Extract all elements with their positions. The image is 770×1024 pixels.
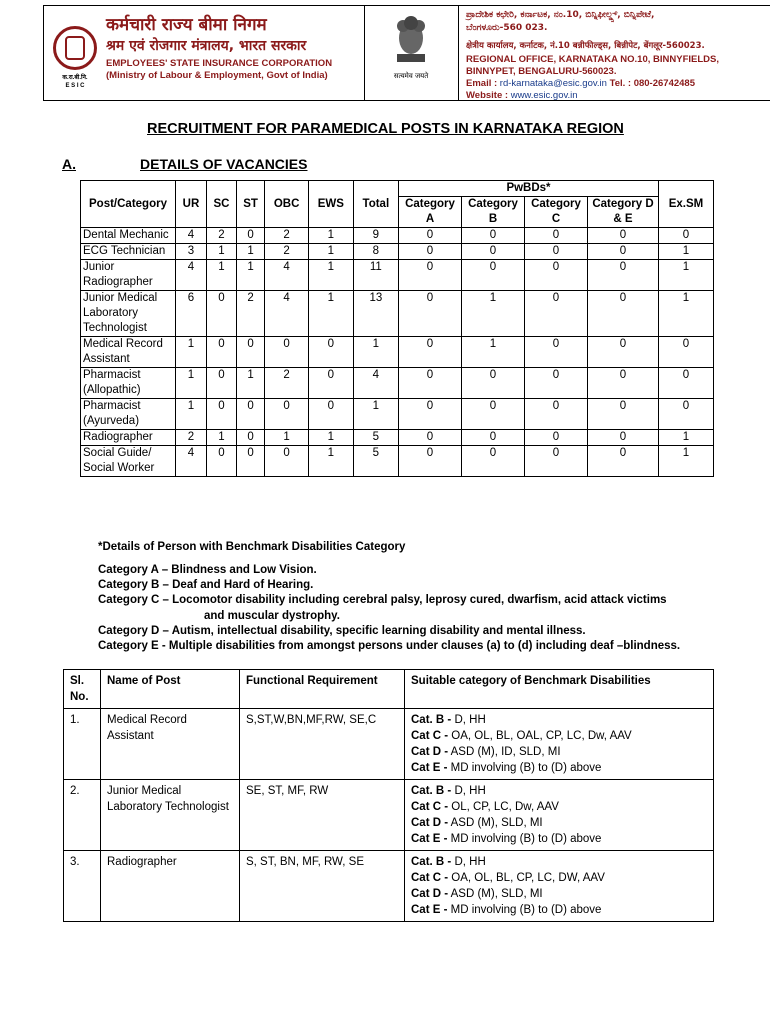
table-cell: 2 xyxy=(265,368,309,399)
table-row xyxy=(81,399,714,430)
table-cell: 3 xyxy=(176,244,207,260)
table-cell-sl: 2. xyxy=(64,780,101,851)
letterhead-address xyxy=(458,6,770,100)
kannada-address-1: ಪ್ರಾದೇಶಿಕ ಕಛೇರಿ, ಕರ್ನಾಟಕ, ನಂ.10, ಬಿನ್ನಿಫೀಲ್ಡ್ಸ್, ಬಿನ್ನಿಪೇಟೆ, xyxy=(466,10,655,20)
category-label: Cat C - xyxy=(411,730,449,742)
category-codes: D, HH xyxy=(454,856,486,868)
category-codes: ASD (M), SLD, MI xyxy=(450,817,543,829)
table-cell-func: S, ST, BN, MF, RW, SE xyxy=(240,851,405,922)
table-cell: 0 xyxy=(588,291,659,337)
table-cell: 1 xyxy=(237,244,265,260)
category-line xyxy=(411,760,707,776)
category-codes: ASD (M), ID, SLD, MI xyxy=(450,746,561,758)
table-cell: 13 xyxy=(353,291,398,337)
category-label: Cat. B - xyxy=(411,714,452,726)
kannada-address-2: ಬೆಂಗಳೂರು-560 023. xyxy=(466,23,548,33)
category-label: Cat C - xyxy=(411,801,449,813)
vacancy-table xyxy=(80,180,714,477)
category-line xyxy=(411,783,707,799)
table-cell: 0 xyxy=(206,337,236,368)
website-line: Website : www.esic.gov.in xyxy=(466,90,578,101)
table-cell: 0 xyxy=(588,244,659,260)
post-name: Radiographer xyxy=(81,430,176,446)
table-row xyxy=(81,291,714,337)
table-cell: 1 xyxy=(176,337,207,368)
table-cell: 1 xyxy=(206,244,236,260)
table-cell: 0 xyxy=(309,368,354,399)
logo-caption: क.रा.बी.नि. E S I C xyxy=(62,75,88,89)
table-cell: 0 xyxy=(399,446,462,477)
post-name: Pharmacist (Ayurveda) xyxy=(81,399,176,430)
table-cell: 0 xyxy=(659,337,714,368)
post-name: Dental Mechanic xyxy=(81,228,176,244)
table-cell: 0 xyxy=(525,337,588,368)
col-obc: OBC xyxy=(265,181,309,228)
col-total: Total xyxy=(353,181,398,228)
table-row xyxy=(81,244,714,260)
category-label: Cat E - xyxy=(411,904,448,916)
table-cell: 4 xyxy=(353,368,398,399)
col-functional-requirement: Functional Requirement xyxy=(240,670,405,709)
table-cell: 0 xyxy=(659,399,714,430)
post-name: Junior Medical Laboratory Technologist xyxy=(81,291,176,337)
suitability-table xyxy=(63,669,714,922)
table-cell: 0 xyxy=(462,228,525,244)
table-cell: 1 xyxy=(176,399,207,430)
table-cell: 0 xyxy=(525,368,588,399)
table-cell-func: SE, ST, MF, RW xyxy=(240,780,405,851)
table-cell: 1 xyxy=(659,244,714,260)
post-name: ECG Technician xyxy=(81,244,176,260)
col-cat-b: Category B xyxy=(462,197,525,228)
category-line xyxy=(411,870,707,886)
table-cell: 0 xyxy=(462,446,525,477)
letterhead-left xyxy=(44,6,365,100)
table-cell: 0 xyxy=(309,399,354,430)
hindi-address: क्षेत्रीय कार्यालय, कर्नाटक, नं.10 बन्नीफील्ड्स, बिन्नीपेट, बेंगलूर-560023. xyxy=(466,41,705,51)
table-cell: 0 xyxy=(588,446,659,477)
post-name: Medical Record Assistant xyxy=(81,337,176,368)
category-line xyxy=(411,886,707,902)
table-cell: 1 xyxy=(206,260,236,291)
table-cell: 0 xyxy=(237,430,265,446)
category-codes: D, HH xyxy=(454,714,486,726)
note-cat-e: Category E - Multiple disabilities from amongst persons under clauses (a) to (d) including deaf –blindness. xyxy=(98,640,681,652)
table-row xyxy=(81,446,714,477)
col-post: Post/Category xyxy=(81,181,176,228)
note-cat-b: Category B – Deaf and Hard of Hearing. xyxy=(98,579,314,591)
table-cell: 0 xyxy=(525,260,588,291)
table-cell: 4 xyxy=(176,446,207,477)
table-cell: 1 xyxy=(309,228,354,244)
table-cell: 0 xyxy=(588,228,659,244)
table-cell: 0 xyxy=(206,368,236,399)
table-cell: 1 xyxy=(309,260,354,291)
col-pwbd: PwBDs* xyxy=(399,181,659,197)
table-cell: 0 xyxy=(588,337,659,368)
table-cell: 0 xyxy=(399,368,462,399)
table-cell: 1 xyxy=(237,260,265,291)
table-cell: 1 xyxy=(659,430,714,446)
table-cell: 1 xyxy=(353,337,398,368)
category-codes: MD involving (B) to (D) above xyxy=(450,833,602,845)
table-cell: 1 xyxy=(353,399,398,430)
category-label: Cat D - xyxy=(411,746,449,758)
table-cell: 0 xyxy=(525,228,588,244)
table-row xyxy=(64,780,714,851)
table-cell: 0 xyxy=(309,337,354,368)
page-title: RECRUITMENT FOR PARAMEDICAL POSTS IN KARNATAKA REGION xyxy=(147,121,624,137)
table-cell: 0 xyxy=(462,244,525,260)
letterhead xyxy=(43,5,770,101)
table-cell-post: Radiographer xyxy=(101,851,240,922)
table-cell-categories xyxy=(405,709,714,780)
table-cell: 2 xyxy=(206,228,236,244)
table-row xyxy=(81,260,714,291)
category-codes: D, HH xyxy=(454,785,486,797)
table-cell-categories xyxy=(405,851,714,922)
table-cell: 0 xyxy=(265,337,309,368)
table-row xyxy=(64,709,714,780)
category-line xyxy=(411,902,707,918)
table-cell: 0 xyxy=(462,260,525,291)
category-line xyxy=(411,744,707,760)
section-letter: A. xyxy=(62,156,76,172)
english-ministry: (Ministry of Labour & Employment, Govt of India) xyxy=(106,70,328,81)
table-cell: 0 xyxy=(399,260,462,291)
table-row xyxy=(64,851,714,922)
table-cell: 0 xyxy=(206,399,236,430)
table-cell: 0 xyxy=(462,368,525,399)
table-cell: 0 xyxy=(525,446,588,477)
category-codes: ASD (M), SLD, MI xyxy=(450,888,543,900)
table-cell: 0 xyxy=(525,291,588,337)
table-cell: 0 xyxy=(525,244,588,260)
table-cell: 0 xyxy=(659,228,714,244)
category-label: Cat C - xyxy=(411,872,449,884)
table-row xyxy=(81,337,714,368)
table-cell: 0 xyxy=(265,446,309,477)
table-cell: 1 xyxy=(309,446,354,477)
section-title: DETAILS OF VACANCIES xyxy=(140,156,308,172)
emblem-caption: सत्यमेव जयते xyxy=(393,72,429,80)
table-row xyxy=(81,430,714,446)
address-line-1: REGIONAL OFFICE, KARNATAKA NO.10, BINNYFIELDS, xyxy=(466,54,719,65)
table-cell-sl: 3. xyxy=(64,851,101,922)
category-line xyxy=(411,815,707,831)
col-exsm: Ex.SM xyxy=(659,181,714,228)
col-st: ST xyxy=(237,181,265,228)
post-name: Social Guide/ Social Worker xyxy=(81,446,176,477)
website-link[interactable]: www.esic.gov.in xyxy=(510,90,578,101)
table-cell: 0 xyxy=(462,399,525,430)
table-cell: 0 xyxy=(399,291,462,337)
col-cat-de: Category D & E xyxy=(588,197,659,228)
national-emblem-icon xyxy=(393,14,429,68)
col-sc: SC xyxy=(206,181,236,228)
post-name: Pharmacist (Allopathic) xyxy=(81,368,176,399)
category-line xyxy=(411,728,707,744)
post-name: Junior Radiographer xyxy=(81,260,176,291)
hindi-ministry: श्रम एवं रोजगार मंत्रालय, भारत सरकार xyxy=(106,38,307,54)
table-cell: 5 xyxy=(353,430,398,446)
table-row xyxy=(81,368,714,399)
table-cell: 1 xyxy=(659,260,714,291)
note-cat-a: Category A – Blindness and Low Vision. xyxy=(98,564,317,576)
category-label: Cat E - xyxy=(411,762,448,774)
table-cell: 0 xyxy=(462,430,525,446)
category-line xyxy=(411,831,707,847)
table-cell: 0 xyxy=(588,399,659,430)
table-cell: 6 xyxy=(176,291,207,337)
category-label: Cat. B - xyxy=(411,856,452,868)
col-sl: Sl. No. xyxy=(64,670,101,709)
category-line xyxy=(411,712,707,728)
table-cell: 5 xyxy=(353,446,398,477)
table-cell: 1 xyxy=(309,244,354,260)
note-cat-c: Category C – Locomotor disability including cerebral palsy, leprosy cured, dwarfism, acid attack victims xyxy=(98,594,667,606)
col-cat-c: Category C xyxy=(525,197,588,228)
table-cell: 0 xyxy=(588,430,659,446)
table-cell: 2 xyxy=(176,430,207,446)
category-codes: OA, OL, BL, OAL, CP, LC, Dw, AAV xyxy=(451,730,632,742)
col-ews: EWS xyxy=(309,181,354,228)
category-codes: MD involving (B) to (D) above xyxy=(450,904,602,916)
table-cell: 8 xyxy=(353,244,398,260)
table-cell-sl: 1. xyxy=(64,709,101,780)
hindi-org-name: कर्मचारी राज्य बीमा निगम xyxy=(106,15,267,35)
note-cat-d: Category D – Autism, intellectual disability, specific learning disability and mental illness. xyxy=(98,625,586,637)
table-cell: 11 xyxy=(353,260,398,291)
table-cell: 1 xyxy=(309,291,354,337)
table-cell: 0 xyxy=(237,337,265,368)
category-codes: OL, CP, LC, Dw, AAV xyxy=(451,801,559,813)
category-label: Cat E - xyxy=(411,833,448,845)
col-suitable-category: Suitable category of Benchmark Disabilities xyxy=(405,670,714,709)
table-row xyxy=(81,228,714,244)
table-cell: 1 xyxy=(659,291,714,337)
table-cell: 1 xyxy=(462,291,525,337)
table-cell: 2 xyxy=(237,291,265,337)
table-cell: 9 xyxy=(353,228,398,244)
table-cell: 1 xyxy=(265,430,309,446)
table-cell: 0 xyxy=(399,337,462,368)
table-cell: 1 xyxy=(309,430,354,446)
category-codes: MD involving (B) to (D) above xyxy=(450,762,602,774)
table-cell: 0 xyxy=(399,228,462,244)
table-cell: 0 xyxy=(206,291,236,337)
category-line xyxy=(411,854,707,870)
suitability-table-body xyxy=(64,709,714,922)
category-label: Cat D - xyxy=(411,817,449,829)
table-cell-post: Junior Medical Laboratory Technologist xyxy=(101,780,240,851)
col-cat-a: Category A xyxy=(399,197,462,228)
table-cell: 0 xyxy=(659,368,714,399)
category-line xyxy=(411,799,707,815)
col-ur: UR xyxy=(176,181,207,228)
table-cell: 1 xyxy=(462,337,525,368)
address-line-2: BINNYPET, BENGALURU-560023. xyxy=(466,66,617,77)
email-link[interactable]: rd-karnataka@esic.gov.in xyxy=(499,78,607,89)
category-label: Cat D - xyxy=(411,888,449,900)
table-cell-post: Medical Record Assistant xyxy=(101,709,240,780)
table-cell: 1 xyxy=(659,446,714,477)
table-cell: 0 xyxy=(206,446,236,477)
table-cell: 0 xyxy=(237,228,265,244)
table-cell: 1 xyxy=(206,430,236,446)
table-cell: 0 xyxy=(525,399,588,430)
category-label: Cat. B - xyxy=(411,785,452,797)
table-cell-func: S,ST,W,BN,MF,RW, SE,C xyxy=(240,709,405,780)
table-cell-categories xyxy=(405,780,714,851)
table-cell: 1 xyxy=(176,368,207,399)
category-codes: OA, OL, BL, CP, LC, DW, AAV xyxy=(451,872,605,884)
table-cell: 0 xyxy=(237,399,265,430)
english-org-name: EMPLOYEES' STATE INSURANCE CORPORATION xyxy=(106,58,333,69)
table-cell: 0 xyxy=(588,368,659,399)
table-cell: 0 xyxy=(525,430,588,446)
vacancy-table-body xyxy=(81,228,714,477)
col-name-of-post: Name of Post xyxy=(101,670,240,709)
note-cat-c-cont: and muscular dystrophy. xyxy=(204,610,340,622)
table-cell: 2 xyxy=(265,244,309,260)
table-cell: 0 xyxy=(588,260,659,291)
table-cell: 0 xyxy=(265,399,309,430)
table-cell: 0 xyxy=(237,446,265,477)
notes-heading: *Details of Person with Benchmark Disabilities Category xyxy=(98,541,406,553)
table-cell: 0 xyxy=(399,244,462,260)
table-cell: 2 xyxy=(265,228,309,244)
contact-line: Email : rd-karnataka@esic.gov.in Tel. : 080-26742485 xyxy=(466,78,695,89)
table-cell: 4 xyxy=(176,228,207,244)
esic-logo-icon xyxy=(53,26,97,70)
table-cell: 0 xyxy=(399,430,462,446)
letterhead-emblem xyxy=(364,6,459,100)
table-cell: 1 xyxy=(237,368,265,399)
table-cell: 4 xyxy=(176,260,207,291)
table-cell: 4 xyxy=(265,260,309,291)
table-cell: 4 xyxy=(265,291,309,337)
table-cell: 0 xyxy=(399,399,462,430)
